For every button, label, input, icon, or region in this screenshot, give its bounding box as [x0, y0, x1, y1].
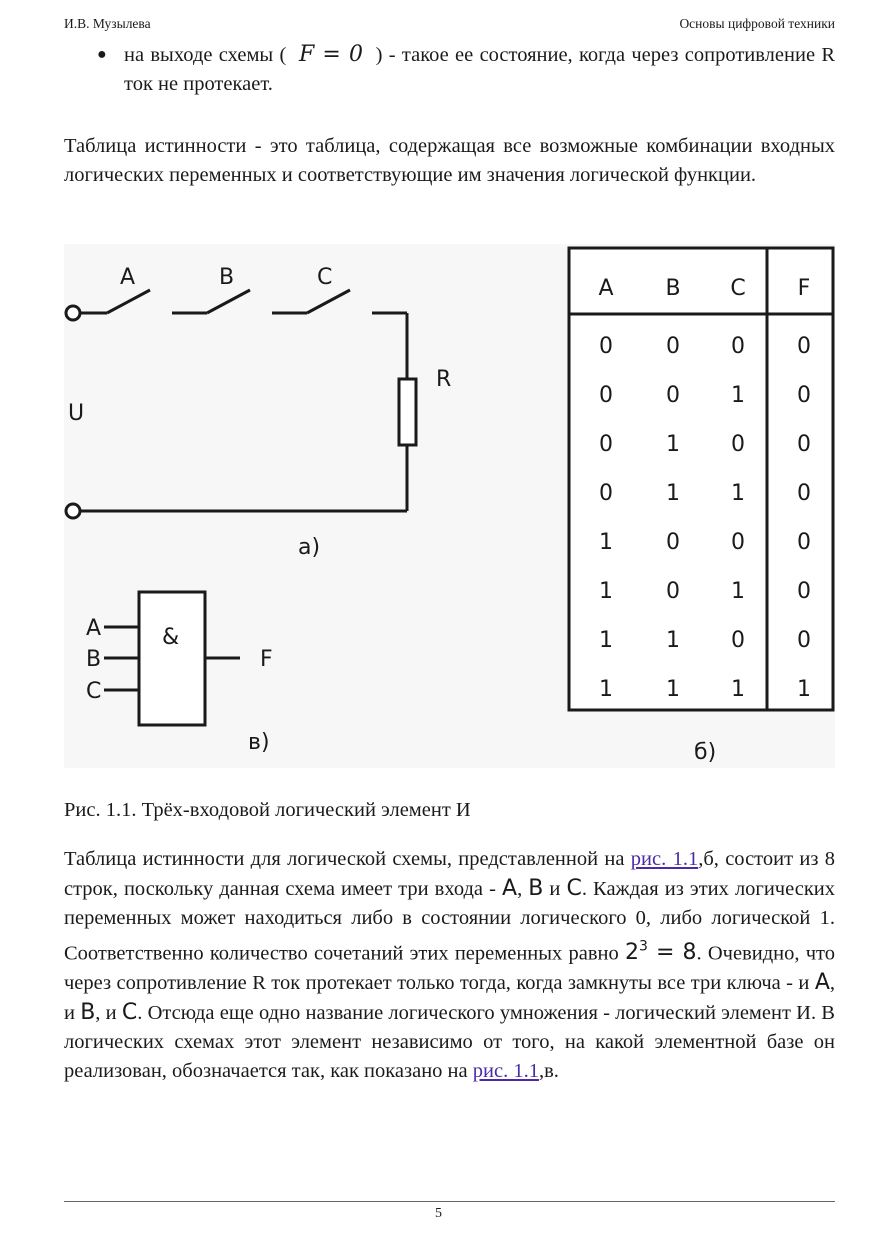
header-author: И.В. Музылева	[64, 16, 151, 31]
truth-table-cell: 0	[731, 334, 745, 359]
gate-symbol: &	[162, 625, 180, 650]
truth-table-cell: 1	[666, 432, 680, 457]
truth-table-cell: 0	[797, 383, 811, 408]
gate-input-a: A	[86, 616, 102, 641]
sublabel-a: а)	[298, 535, 321, 560]
truth-table-cell: 0	[797, 628, 811, 653]
bullet-icon: ●	[97, 46, 107, 63]
figure-caption: Рис. 1.1. Трёх-входовой логический элемент И	[64, 799, 471, 821]
switch-label-b: B	[219, 265, 235, 290]
truth-table-cell: 0	[797, 334, 811, 359]
circuit-diagram	[66, 290, 416, 518]
explanation-paragraph: Таблица истинности для логической схемы, представленной на рис. 1.1,б, состоит из 8 строк, поскольку данная схема имеет три входа - A, B и C. Каждая из этих логических переменных может находиться либо в состоянии логического 0, либо логической 1. Соответственно количество сочетаний этих переменных равно $2^3 = 8$. Очевидно, что через сопротивление R ток протекает только тогда, когда замкнуты все три ключа - и A, и B, и C. Отсюда еще одно название логического умножения - логический элемент И. В логических схемах этот элемент независимо от того, на какой элементной базе он реализован, обозначается так, как показано на рис. 1.1,в.	[64, 848, 836, 1083]
figure-link-1[interactable]: рис. 1.1	[630, 848, 699, 870]
resistor-label: R	[436, 367, 452, 392]
var-a: A	[502, 876, 518, 901]
switch-c	[307, 290, 350, 313]
switch-a	[107, 290, 150, 313]
truth-table-cell: 0	[666, 530, 680, 555]
terminal-top	[66, 306, 80, 320]
bullet-text-1: на выходе схемы (	[124, 44, 287, 66]
header-title: Основы цифровой техники	[679, 16, 835, 31]
truth-table-cell: 0	[599, 334, 613, 359]
truth-table-cell: 0	[666, 383, 680, 408]
truth-table-cell: 1	[599, 677, 613, 702]
bullet-text-2: ) - такое ее состояние, когда через сопротивление R ток не протекает.	[124, 44, 836, 95]
bullet-item	[124, 40, 835, 99]
truth-table-cell: 1	[797, 677, 811, 702]
truth-table-cell: 0	[666, 579, 680, 604]
gate-input-c: C	[86, 679, 102, 704]
switch-label-c: C	[317, 265, 333, 290]
truth-table-cell: 1	[666, 481, 680, 506]
truth-table-header: C	[730, 276, 746, 301]
truth-table-cell: 1	[666, 677, 680, 702]
truth-table-cell: 0	[599, 481, 613, 506]
truth-table-cell: 1	[731, 677, 745, 702]
var-c: C	[566, 876, 582, 901]
footer-divider	[64, 1201, 835, 1202]
gate-body	[139, 592, 205, 725]
truth-table-cell: 1	[731, 383, 745, 408]
truth-table-cell: 0	[731, 530, 745, 555]
truth-table-cell: 0	[599, 432, 613, 457]
gate-output: F	[260, 647, 273, 672]
truth-table-cell: 1	[666, 628, 680, 653]
gate-input-b: B	[86, 647, 102, 672]
figure-link-2[interactable]: рис. 1.1	[472, 1060, 539, 1083]
definition-paragraph: Таблица истинности - это таблица, содержащая все возможные комбинации входных логических переменных и соответствующие им значения логической функции.	[64, 135, 835, 186]
truth-table-cell: 0	[797, 530, 811, 555]
var-b: B	[528, 876, 544, 901]
resistor	[399, 379, 416, 445]
voltage-label: U	[68, 401, 85, 426]
truth-table-cell: 1	[731, 579, 745, 604]
truth-table-header: A	[598, 276, 614, 301]
sublabel-b: б)	[694, 740, 717, 765]
switch-label-a: A	[120, 265, 136, 290]
truth-table-cell: 0	[797, 481, 811, 506]
truth-table-cell: 0	[599, 383, 613, 408]
figure-drawing	[64, 244, 835, 768]
truth-table-cell: 1	[599, 579, 613, 604]
truth-table-cell: 0	[797, 432, 811, 457]
combinations-formula: $2^3 = 8$	[624, 939, 697, 966]
switch-b	[207, 290, 250, 313]
figure-1-1	[64, 244, 835, 768]
truth-table-cell: 1	[599, 530, 613, 555]
bullet-formula: F = 0	[298, 42, 364, 67]
truth-table-cell: 1	[731, 481, 745, 506]
truth-table-cell: 0	[731, 628, 745, 653]
truth-table-cell: 0	[731, 432, 745, 457]
truth-table-cell: 0	[797, 579, 811, 604]
truth-table-header: B	[665, 276, 681, 301]
and-gate	[104, 592, 240, 725]
truth-table-header: F	[797, 276, 811, 301]
sublabel-v: в)	[248, 730, 270, 755]
page-number: 5	[435, 1206, 442, 1221]
terminal-bottom	[66, 504, 80, 518]
truth-table-cell: 1	[599, 628, 613, 653]
truth-table-cell: 0	[666, 334, 680, 359]
